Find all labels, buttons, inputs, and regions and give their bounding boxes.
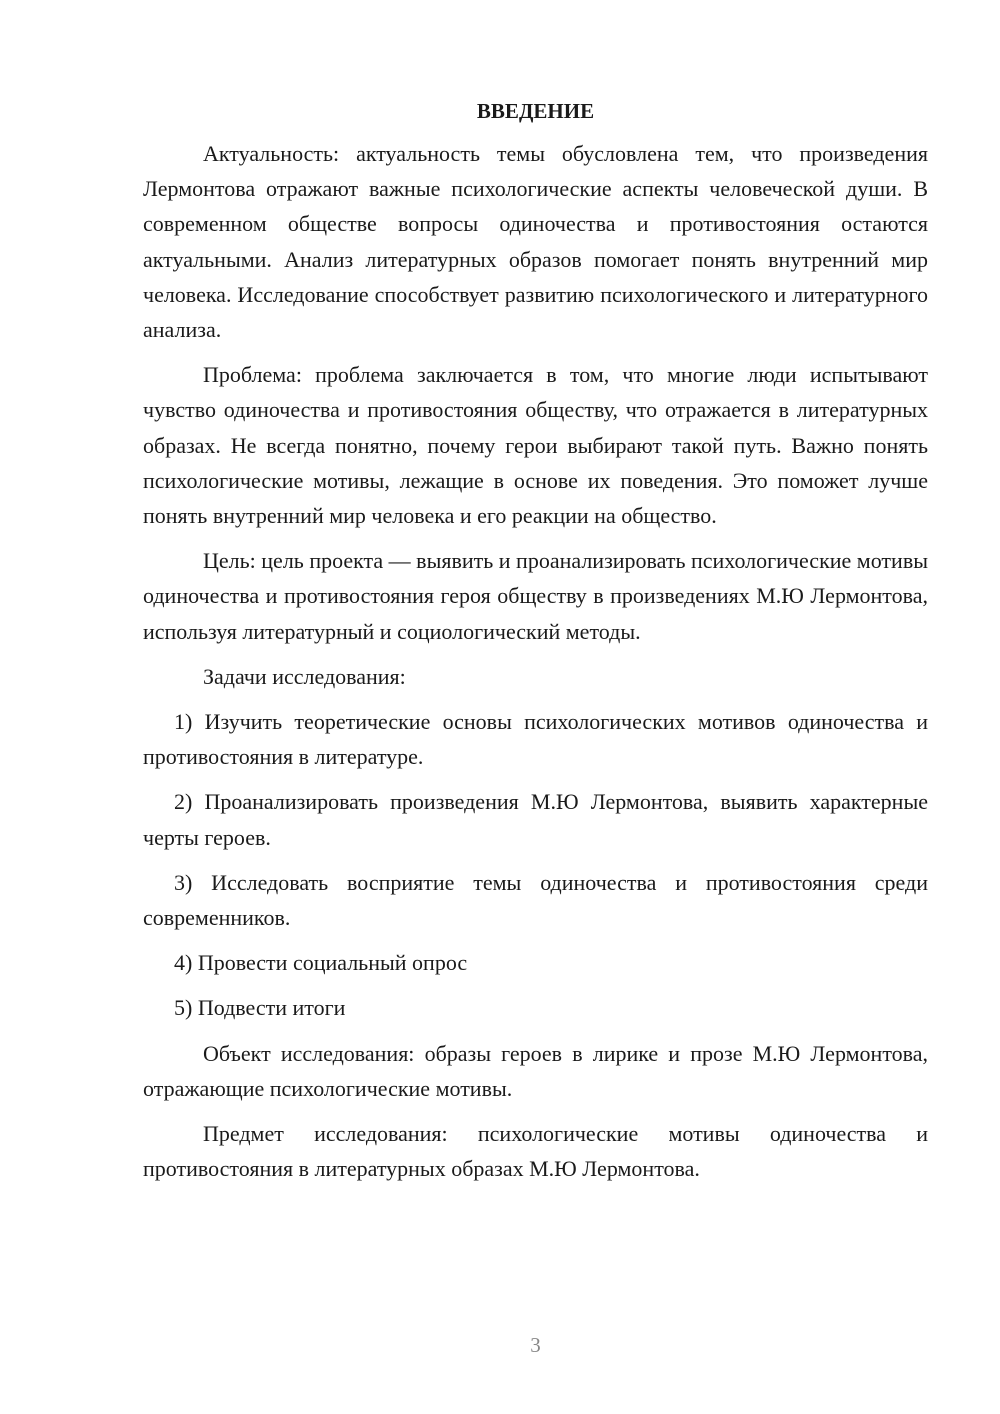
paragraph-problem: Проблема: проблема заключается в том, что многие люди испытывают чувство одиночества и противостояния обществу, что отражается в литературных образах. Не всегда понятно, почему герои выбирают такой путь. Важно понять психологические мотивы, лежащие в основе их поведения. Это поможет лучше понять внутренний мир человека и его реакции на общество. <box>143 362 928 529</box>
paragraph-tasks-heading: Задачи исследования: <box>203 663 406 689</box>
task-item-2: 2) Проанализировать произведения М.Ю Лермонтова, выявить характерные черты героев. <box>143 789 928 850</box>
task-item-4: 4) Провести социальный опрос <box>174 950 468 976</box>
paragraph-object: Объект исследования: образы героев в лирике и прозе М.Ю Лермонтова, отражающие психологические мотивы. <box>143 1040 928 1101</box>
task-item-1: 1) Изучить теоретические основы психологических мотивов одиночества и противостояния в литературе. <box>143 709 928 770</box>
section-title: ВВЕДЕНИЕ <box>476 99 595 123</box>
document-page <box>143 96 928 1196</box>
task-item-5: 5) Подвести итоги <box>174 995 346 1021</box>
paragraph-relevance: Актуальность: актуальность темы обусловлена тем, что произведения Лермонтова отражают важные психологические аспекты человеческой души. В современном обществе вопросы одиночества и противостояния остаются актуальными. Анализ литературных образов помогает понять внутренний мир человека. Исследование способствует развитию психологического и литературного анализа. <box>143 141 928 343</box>
paragraph-goal: Цель: цель проекта — выявить и проанализировать психологические мотивы одиночества и противостояния героя обществу в произведениях М.Ю Лермонтова, используя литературный и социологический методы. <box>143 548 928 644</box>
task-item-3: 3) Исследовать восприятие темы одиночества и противостояния среди современников. <box>143 869 928 931</box>
page-number: 3 <box>530 1333 541 1357</box>
paragraph-subject: Предмет исследования: психологические мотивы одиночества и противостояния в литературных образах М.Ю Лермонтова. <box>143 1121 928 1182</box>
